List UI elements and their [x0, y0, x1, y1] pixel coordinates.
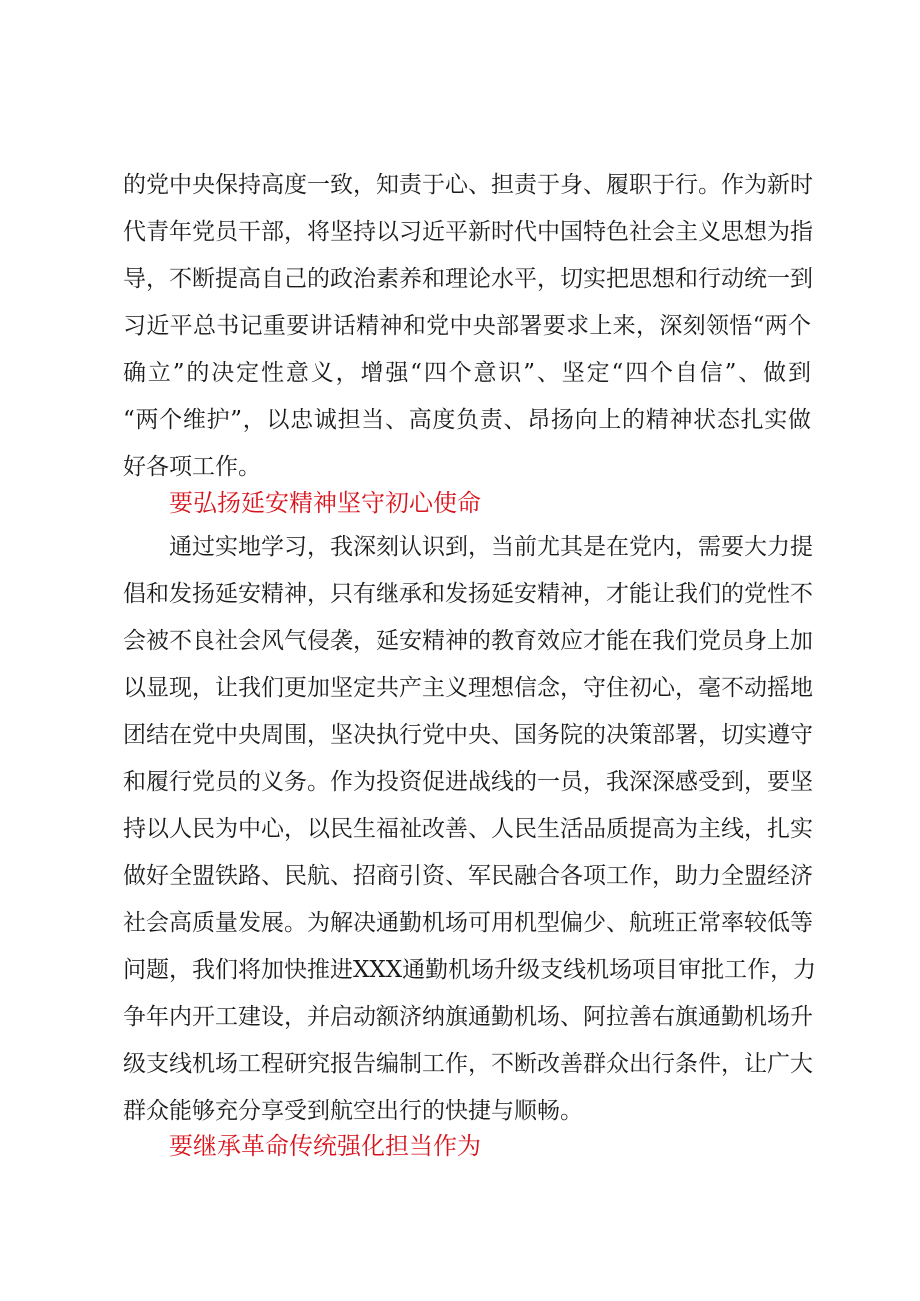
- paragraph-line: 持以人民为中心，以民生福祉改善、人民生活品质提高为主线，扎实: [123, 816, 813, 842]
- paragraph-line: “两个维护”，以忠诚担当、高度负责、昂扬向上的精神状态扎实做: [123, 407, 811, 433]
- paragraph-line: 习近平总书记重要讲话精神和党中央部署要求上来，深刻领悟“两个: [123, 313, 811, 339]
- paragraph-line: 倡和发扬延安精神，只有继承和发扬延安精神，才能让我们的党性不: [123, 581, 813, 607]
- section-heading: 要弘扬延安精神坚守初心使命: [169, 489, 481, 517]
- section-heading: 要继承革命传统强化担当作为: [169, 1132, 481, 1160]
- paragraph-line: 团结在党中央周围，坚决执行党中央、国务院的决策部署，切实遵守: [123, 722, 813, 748]
- paragraph-line: 和履行党员的义务。作为投资促进战线的一员，我深深感受到，要坚: [123, 769, 813, 795]
- paragraph-line: 争年内开工建设，并启动额济纳旗通勤机场、阿拉善右旗通勤机场升: [123, 1004, 813, 1030]
- paragraph-line: 通过实地学习，我深刻认识到，当前尤其是在党内，需要大力提: [169, 534, 813, 560]
- paragraph-line: 代青年党员干部，将坚持以习近平新时代中国特色社会主义思想为指: [123, 219, 813, 245]
- paragraph-line: 确立”的决定性意义，增强“四个意识”、坚定“四个自信”、做到: [123, 360, 811, 386]
- paragraph-line: 好各项工作。: [123, 454, 261, 480]
- paragraph-line: 社会高质量发展。为解决通勤机场可用机型偏少、航班正常率较低等: [123, 910, 813, 936]
- paragraph-line: 的党中央保持高度一致，知责于心、担责于身、履职于行。作为新时: [123, 172, 813, 198]
- paragraph-line: 级支线机场工程研究报告编制工作，不断改善群众出行条件，让广大: [123, 1051, 813, 1077]
- paragraph-line: 做好全盟铁路、民航、招商引资、军民融合各项工作，助力全盟经济: [123, 863, 813, 889]
- paragraph-line: 会被不良社会风气侵袭，延安精神的教育效应才能在我们党员身上加: [123, 628, 813, 654]
- paragraph-line: 群众能够充分享受到航空出行的快捷与顺畅。: [123, 1098, 583, 1124]
- paragraph-line: 导，不断提高自己的政治素养和理论水平，切实把思想和行动统一到: [123, 266, 813, 292]
- paragraph-line: 以显现，让我们更加坚定共产主义理想信念，守住初心，毫不动摇地: [123, 675, 813, 701]
- paragraph-line: 问题，我们将加快推进XXX通勤机场升级支线机场项目审批工作，力: [123, 957, 817, 983]
